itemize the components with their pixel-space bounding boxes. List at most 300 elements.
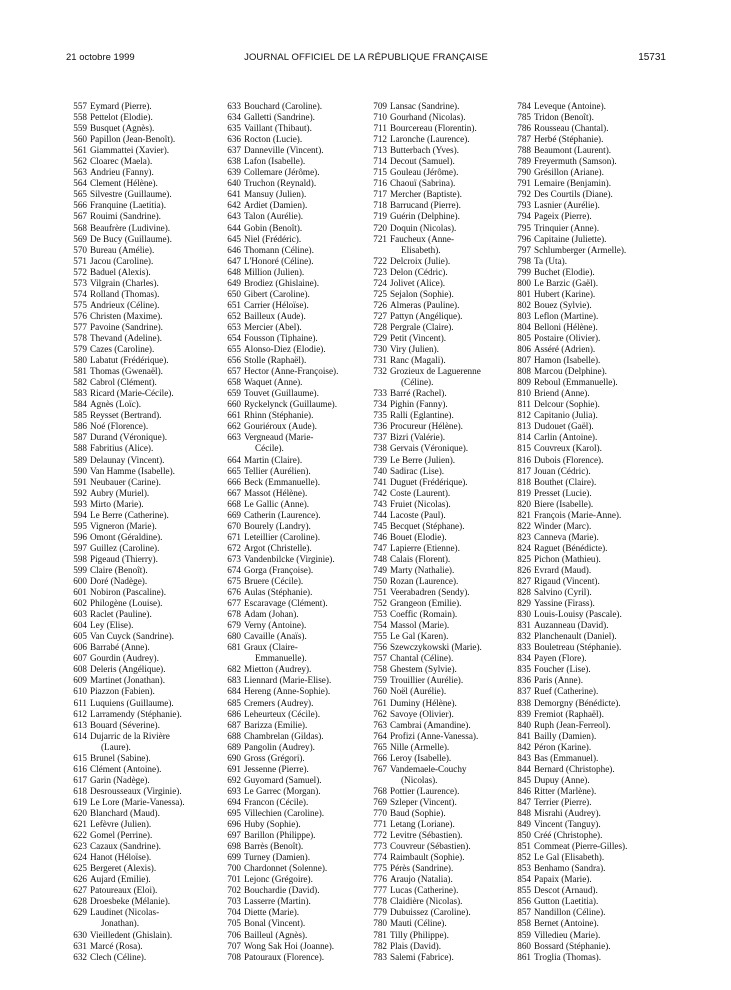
entry-name: Aubry (Muriel).	[90, 487, 150, 498]
list-item	[70, 399, 212, 410]
entry-name: Plais (David).	[390, 940, 442, 951]
list-item	[70, 686, 212, 697]
entry-name: Marcé (Rosa).	[90, 940, 143, 951]
entry-number: 735	[373, 410, 387, 421]
entry-name: Thomann (Céline).	[244, 244, 314, 255]
entry-number: 707	[227, 940, 241, 951]
list-item	[370, 466, 503, 477]
entry-number: 564	[73, 178, 87, 189]
entry-name: Busquet (Agnès).	[90, 123, 155, 134]
list-item	[370, 355, 503, 366]
list-item	[514, 709, 652, 720]
entry-number: 779	[373, 907, 387, 918]
list-item	[224, 952, 356, 963]
entry-number: 627	[73, 885, 87, 896]
entry-number: 624	[73, 852, 87, 863]
entry-name: Le Gallic (Anne).	[244, 498, 310, 509]
entry-name: Evrard (Maud).	[534, 564, 592, 575]
entry-number: 775	[373, 863, 387, 874]
list-item	[514, 521, 652, 532]
list-item	[370, 388, 503, 399]
list-item	[70, 123, 212, 134]
entry-name: Pottier (Laurence).	[390, 785, 460, 796]
entry-name: Raguet (Bénédicte).	[534, 542, 608, 553]
list-item	[224, 477, 356, 488]
entry-name: Lapierre (Etienne).	[390, 542, 460, 553]
entry-name: Le Berre (Catherine).	[90, 509, 169, 520]
entry-name: Gibert (Caroline).	[244, 288, 310, 299]
entry-number: 689	[227, 741, 241, 752]
entry-number: 778	[373, 896, 387, 907]
entry-name: Leroy (Isabelle).	[390, 752, 452, 763]
entry-number: 701	[227, 874, 241, 885]
list-item	[70, 377, 212, 388]
entry-number: 659	[227, 388, 241, 399]
list-item	[224, 918, 356, 929]
entry-number: 724	[373, 277, 387, 288]
entry-number: 712	[373, 134, 387, 145]
list-item	[370, 543, 503, 554]
entry-name: Chardonnet (Solenne).	[244, 863, 328, 874]
entry-number: 844	[517, 763, 531, 774]
list-item	[370, 421, 503, 432]
entry-name: Francon (Cécile).	[244, 796, 309, 807]
list-item	[370, 852, 503, 863]
list-column-3	[370, 101, 503, 963]
list-item	[70, 841, 212, 852]
list-item	[70, 355, 212, 366]
list-item	[70, 211, 212, 222]
list-item	[224, 200, 356, 211]
list-item	[370, 609, 503, 620]
entry-number: 748	[373, 553, 387, 564]
list-item	[370, 156, 503, 167]
entry-name: Gross (Grégori).	[244, 752, 305, 763]
list-item	[224, 156, 356, 167]
entry-number: 810	[517, 388, 531, 399]
entry-name: Le Barzic (Gaël).	[534, 277, 599, 288]
entry-number: 791	[517, 178, 531, 189]
entry-number: 727	[373, 310, 387, 321]
entry-name: Vandenbilcke (Virginie).	[244, 553, 335, 564]
entry-name: Thevand (Adeline).	[90, 332, 162, 343]
entry-name: Butterbach (Yves).	[390, 145, 459, 156]
entry-number: 567	[73, 211, 87, 222]
entry-number: 710	[373, 112, 387, 123]
entry-name: Leflon (Martine).	[534, 310, 599, 321]
entry-name: Rozan (Laurence).	[390, 576, 459, 587]
list-item	[514, 455, 652, 466]
entry-name: Schlumberger (Armelle).	[534, 244, 627, 255]
list-item	[514, 952, 652, 963]
list-item	[224, 576, 356, 587]
entry-number: 787	[517, 134, 531, 145]
entry-name: Durand (Véronique).	[90, 432, 168, 443]
entry-name: Vilgrain (Charles).	[90, 277, 159, 288]
entry-number: 598	[73, 553, 87, 564]
entry-name: Decout (Samuel).	[390, 156, 455, 167]
list-item	[224, 112, 356, 123]
entry-name: Ley (Elise).	[90, 620, 134, 631]
entry-name: L'Honoré (Céline).	[244, 255, 314, 266]
entry-name: Belloni (Hélène).	[534, 321, 598, 332]
list-item	[224, 686, 356, 697]
list-item	[370, 907, 503, 918]
entry-name: Elisabeth).	[401, 244, 441, 255]
entry-name: (Laure).	[101, 741, 131, 752]
list-item	[514, 874, 652, 885]
list-item	[70, 112, 212, 123]
entry-name: Bergeret (Alexis).	[90, 863, 157, 874]
entry-name: Gorga (Françoise).	[244, 564, 314, 575]
list-item	[70, 587, 212, 598]
page-header	[66, 51, 666, 65]
entry-number: 846	[517, 785, 531, 796]
entry-name: Tellier (Aurélien).	[244, 465, 311, 476]
entry-name: Payen (Flore).	[534, 653, 587, 664]
entry-number: 721	[373, 233, 387, 244]
entry-name: Claire (Benoît).	[90, 564, 148, 575]
list-item	[70, 134, 212, 145]
list-item	[514, 753, 652, 764]
list-item	[514, 885, 652, 896]
entry-name: Bailleux (Aude).	[244, 310, 306, 321]
entry-number: 769	[373, 796, 387, 807]
list-item	[224, 786, 356, 797]
entry-number: 621	[73, 819, 87, 830]
list-item	[70, 631, 212, 642]
list-item	[514, 797, 652, 808]
entry-name: Duguet (Frédérique).	[390, 476, 468, 487]
list-item	[224, 311, 356, 322]
entry-name: Ranc (Magali).	[390, 355, 446, 366]
entry-number: 718	[373, 200, 387, 211]
entry-name: Truchon (Reynald).	[244, 178, 317, 189]
entry-number: 834	[517, 653, 531, 664]
entry-number: 587	[73, 432, 87, 443]
list-item	[70, 499, 212, 510]
entry-number: 782	[373, 940, 387, 951]
entry-name: Ritter (Marlène).	[534, 785, 597, 796]
list-column-4	[514, 101, 652, 963]
list-item	[224, 289, 356, 300]
entry-name: Asséré (Adrien).	[534, 344, 596, 355]
list-item	[514, 930, 652, 941]
list-item	[224, 134, 356, 145]
list-item	[70, 267, 212, 278]
list-item	[370, 211, 503, 222]
entry-number: 750	[373, 576, 387, 587]
entry-number: 704	[227, 907, 241, 918]
entry-name: Stolle (Raphaël).	[244, 355, 307, 366]
entry-name: Nobiron (Pascaline).	[90, 587, 167, 598]
list-item	[224, 709, 356, 720]
list-item	[70, 167, 212, 178]
list-item	[514, 819, 652, 830]
list-item	[224, 488, 356, 499]
entry-name: Huby (Sophie).	[244, 819, 301, 830]
list-item	[370, 267, 503, 278]
entry-name: Bourely (Landry).	[244, 520, 311, 531]
entry-name: Gomel (Perrine).	[90, 830, 153, 841]
entry-name: Rolland (Thomas).	[90, 288, 160, 299]
entry-name: Marcou (Delphine).	[534, 366, 607, 377]
entry-name: Pérès (Sandrine).	[390, 863, 454, 874]
entry-name: Diette (Marie).	[244, 907, 300, 918]
entry-number: 666	[227, 476, 241, 487]
entry-number: 663	[227, 432, 241, 443]
list-item-continuation	[70, 918, 212, 929]
list-item	[224, 189, 356, 200]
list-item	[70, 675, 212, 686]
entry-number: 823	[517, 531, 531, 542]
entry-name: Piazzon (Fabien).	[90, 686, 155, 697]
entry-name: Biere (Isabelle).	[534, 498, 594, 509]
entry-number: 829	[517, 598, 531, 609]
entry-number: 590	[73, 465, 87, 476]
entry-number: 655	[227, 344, 241, 355]
entry-name: Cambrai (Amandine).	[390, 719, 471, 730]
list-item	[514, 344, 652, 355]
name-list	[0, 101, 731, 961]
entry-number: 860	[517, 940, 531, 951]
list-item	[224, 698, 356, 709]
entry-name: Hubert (Karine).	[534, 288, 596, 299]
list-item	[370, 797, 503, 808]
entry-name: Louis-Louisy (Pascale).	[534, 609, 622, 620]
entry-number: 651	[227, 299, 241, 310]
entry-number: 767	[373, 763, 387, 774]
entry-number: 634	[227, 112, 241, 123]
entry-number: 661	[227, 410, 241, 421]
entry-number: 737	[373, 432, 387, 443]
entry-number: 785	[517, 112, 531, 123]
entry-name: Grozieux de Laguerenne	[390, 366, 481, 377]
entry-number: 589	[73, 454, 87, 465]
entry-number: 847	[517, 796, 531, 807]
list-item	[70, 620, 212, 631]
list-item	[514, 664, 652, 675]
entry-number: 835	[517, 664, 531, 675]
entry-number: 825	[517, 553, 531, 564]
list-item	[370, 189, 503, 200]
entry-number: 751	[373, 587, 387, 598]
list-item	[370, 200, 503, 211]
entry-number: 650	[227, 288, 241, 299]
list-item	[514, 211, 652, 222]
list-item	[370, 123, 503, 134]
entry-name: Nandillon (Céline).	[534, 907, 606, 918]
entry-name: Franquine (Laetitia).	[90, 200, 167, 211]
list-item	[514, 775, 652, 786]
list-item	[514, 410, 652, 421]
entry-name: Mirto (Marie).	[90, 498, 144, 509]
entry-name: Chantal (Céline).	[390, 653, 454, 664]
entry-name: Lacoste (Paul).	[390, 509, 446, 520]
entry-number: 601	[73, 587, 87, 598]
entry-name: Presset (Lucie).	[534, 487, 592, 498]
entry-number: 674	[227, 564, 241, 575]
entry-number: 687	[227, 719, 241, 730]
entry-name: Delcour (Sophie).	[534, 399, 600, 410]
entry-number: 853	[517, 863, 531, 874]
list-item	[514, 852, 652, 863]
entry-number: 790	[517, 167, 531, 178]
entry-name: Lucas (Catherine).	[390, 885, 459, 896]
list-item	[514, 399, 652, 410]
entry-name: Gutton (Laetitia).	[534, 896, 599, 907]
entry-name: Fruiet (Nicolas).	[390, 498, 451, 509]
list-item	[224, 145, 356, 156]
list-item	[514, 223, 652, 234]
list-item	[224, 941, 356, 952]
entry-number: 676	[227, 587, 241, 598]
list-item	[514, 377, 652, 388]
entry-number: 741	[373, 476, 387, 487]
entry-name: Cavaille (Anaïs).	[244, 631, 307, 642]
entry-name: Ryckelynck (Guillaume).	[244, 399, 338, 410]
entry-name: Luquiens (Guillaume).	[90, 697, 174, 708]
list-item	[224, 631, 356, 642]
entry-number: 625	[73, 863, 87, 874]
list-item	[70, 576, 212, 587]
list-item	[70, 907, 212, 918]
entry-name: Gourdin (Audrey).	[90, 653, 159, 664]
entry-name: Brunel (Sabine).	[90, 752, 151, 763]
entry-number: 788	[517, 145, 531, 156]
entry-number: 792	[517, 189, 531, 200]
list-item	[514, 189, 652, 200]
entry-name: Lefèvre (Julien).	[90, 819, 152, 830]
list-item	[224, 565, 356, 576]
list-item	[70, 786, 212, 797]
list-item	[224, 344, 356, 355]
entry-name: Pavoine (Sandrine).	[90, 321, 163, 332]
list-item	[70, 432, 212, 443]
entry-number: 757	[373, 653, 387, 664]
entry-name: Reysset (Bertrand).	[90, 410, 162, 421]
entry-number: 700	[227, 863, 241, 874]
list-item	[224, 863, 356, 874]
entry-number: 745	[373, 520, 387, 531]
entry-name: Jessenne (Pierre).	[244, 763, 309, 774]
list-item	[370, 764, 503, 775]
list-item	[370, 675, 503, 686]
list-item	[224, 366, 356, 377]
entry-name: Petit (Vincent).	[390, 332, 447, 343]
list-item	[370, 521, 503, 532]
entry-name: Blanchard (Maud).	[90, 808, 160, 818]
list-item	[514, 510, 652, 521]
entry-name: Bernet (Antoine).	[534, 918, 599, 929]
entry-name: Capitanio (Julia).	[534, 410, 598, 421]
list-item	[224, 466, 356, 477]
entry-number: 678	[227, 609, 241, 620]
list-item	[70, 808, 212, 819]
entry-name: Bailleul (Agnès).	[244, 929, 308, 940]
entry-name: Vaillant (Thibaut).	[244, 123, 312, 134]
entry-name: Silvestre (Guillaume).	[90, 189, 172, 200]
list-item	[70, 366, 212, 377]
entry-name: Mietton (Audrey).	[244, 664, 312, 675]
entry-name: Canneva (Marie).	[534, 531, 599, 542]
list-item-continuation	[370, 245, 503, 256]
list-item	[370, 786, 503, 797]
entry-number: 685	[227, 697, 241, 708]
entry-number: 732	[373, 366, 387, 377]
entry-number: 578	[73, 332, 87, 343]
list-item	[370, 499, 503, 510]
entry-name: Dubuissez (Caroline).	[390, 907, 471, 918]
entry-number: 631	[73, 940, 87, 951]
entry-number: 596	[73, 531, 87, 542]
entry-number: 857	[517, 907, 531, 918]
entry-number: 619	[73, 796, 87, 807]
entry-name: Omont (Géraldine).	[90, 531, 163, 542]
entry-name: Reboul (Emmanuelle).	[534, 377, 618, 388]
list-item	[514, 267, 652, 278]
entry-number: 667	[227, 487, 241, 498]
entry-name: Cazes (Caroline).	[90, 344, 155, 355]
entry-number: 611	[73, 697, 87, 708]
entry-number: 814	[517, 432, 531, 443]
entry-number: 852	[517, 852, 531, 863]
entry-name: Faucheux (Anne-	[390, 233, 455, 244]
entry-name: Bouet (Elodie).	[390, 531, 447, 542]
entry-number: 793	[517, 200, 531, 211]
entry-number: 722	[373, 255, 387, 266]
entry-number: 664	[227, 454, 241, 465]
entry-name: De Bucy (Guillaume).	[90, 233, 172, 244]
entry-number: 605	[73, 631, 87, 642]
list-item-continuation	[370, 377, 503, 388]
entry-name: Papillon (Jean-Benoît).	[90, 134, 176, 145]
entry-name: Gervais (Véronique).	[390, 443, 469, 454]
entry-name: Mansuy (Julien).	[244, 189, 307, 200]
entry-number: 576	[73, 310, 87, 321]
entry-name: Barré (Rachel).	[390, 388, 447, 399]
list-item	[70, 753, 212, 764]
entry-name: Rouimi (Sandrine).	[90, 211, 161, 222]
list-item	[514, 554, 652, 565]
entry-name: Ricard (Marie-Cécile).	[90, 388, 174, 399]
entry-number: 854	[517, 874, 531, 885]
entry-number: 837	[517, 686, 531, 697]
list-item	[70, 223, 212, 234]
entry-name: Duminy (Hélène).	[390, 697, 457, 708]
entry-number: 839	[517, 708, 531, 719]
entry-number: 743	[373, 498, 387, 509]
entry-name: (Céline).	[401, 377, 434, 388]
entry-name: Lasserre (Martin).	[244, 896, 311, 907]
list-item	[370, 101, 503, 112]
entry-name: Mauti (Céline).	[390, 918, 447, 929]
list-item	[224, 852, 356, 863]
entry-number: 738	[373, 443, 387, 454]
entry-name: Villechien (Caroline).	[244, 808, 325, 818]
entry-name: Leveque (Antoine).	[534, 101, 606, 111]
entry-number: 561	[73, 145, 87, 156]
entry-name: Procureur (Hélène).	[390, 421, 463, 432]
entry-number: 789	[517, 156, 531, 167]
list-item	[224, 267, 356, 278]
entry-name: Adam (Johan).	[244, 609, 299, 620]
entry-number: 761	[373, 697, 387, 708]
list-item	[370, 278, 503, 289]
entry-name: Couvreux (Karol).	[534, 443, 602, 454]
list-item-continuation	[224, 443, 356, 454]
entry-number: 842	[517, 741, 531, 752]
